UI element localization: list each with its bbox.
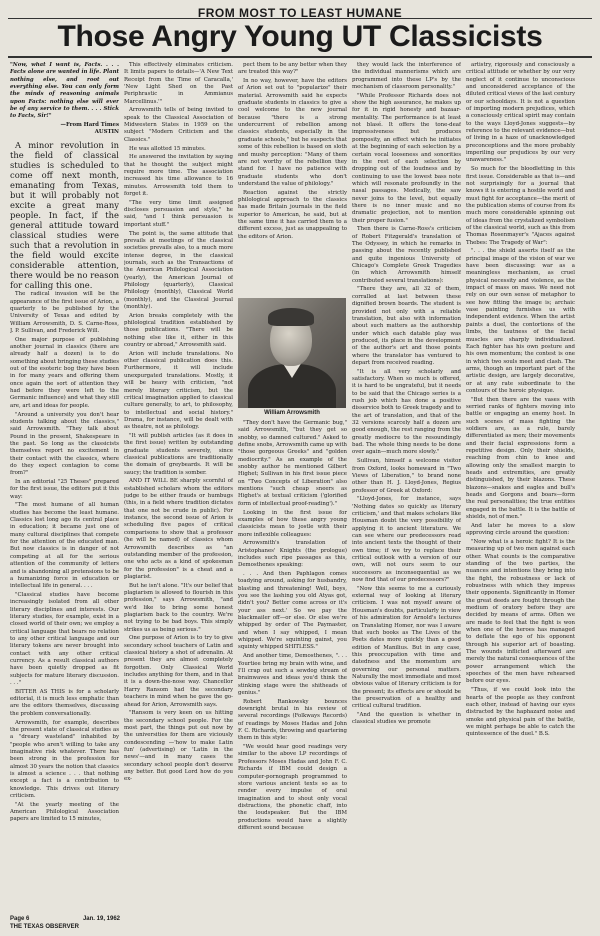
column-3 [238, 62, 347, 912]
paragraph: Arrowsmith tells of being invited to speak to the Classical Association of Midwestern States in 1959 on the subject "Modern Criticism and the Classics." [124, 107, 233, 143]
paragraph: In an editorial "25 Theses" prepared for the first issue, the editors put it this way: [10, 478, 119, 500]
issue-date: Jan. 19, 1962 [82, 916, 120, 922]
page-footer [10, 915, 120, 931]
paragraph: So much for the bloodletting in this first issue. Considerable as that is—and not surprisingly for a journal that knows it is entering a hostile world and must fight for acceptance—the merit of the publication stems of course from its much more considerable spinning out of ideas from the crystalized symbolism of the classical world, such as this from Thomas Rosenmayer's "Ajaces against Thebes: The Tragedy of War": [466, 166, 575, 246]
paragraph: Looking in the first issue for examples of how these angry young classicists mean to jostle with their more inflexible colleagues: [238, 509, 347, 538]
epigraph [10, 62, 119, 137]
paragraph: And later he moves to a slow approving circle around the question: [466, 522, 575, 537]
paragraph: artistry, rigorously and consciously a critical attitude or whether by our very neglect of it continue to unconscious and unconsidered acceptance of the diluted critical views of the last century or our schooldays. It is not a question of importing modern prejudices, which a consciously critical spirit may contain to the ways Lloyd-Jones suggests—by reference to the relevant evidence—but of living in a haze of unacknowledged preconceptions and the more probably imperiling our prejudices by our very unawareness." [466, 62, 575, 164]
paragraph: "The very time limit assigned discloses persuasion and style," he said, "and I think persuasion is important stuff." [124, 199, 233, 228]
paragraph: "We would hear good readings very similar to the above LP recordings of Professors Moses Hadas and John F. C. Richards if IBM could design a computer-pornograph programmed to store various ancient texts so as to render every impulse of oral imagination and to shout only vocal distractions, the phonetic chaff, into the loudspeaker. But the IBM productions would have a slightly different sound because [238, 744, 347, 831]
photo-caption: William Arrowsmith [264, 410, 320, 416]
paragraph: . . . And then Paphlagon comes toadying around, asking for husbandry, blasting and threatening! Well, boys, you see the lashing you old Atyas got, didn't you? Better come across or it's your ass next.' So we pay the blackmailer off—or else. Or else we're whipped by order of The Paymaster, and when I say whipped, I mean whipped. We're squinting gainst, you squinty whipped SHITLESS." [238, 571, 347, 651]
paragraph: And another time, Demosthenes, ". . . Yourtiee bring my brain with wine, and I'll crap out such a sewdog stream of brainwaves and ideas you'd think the stinking stage were the shitheads of genius." [238, 653, 347, 696]
paragraph: "Now what is a heroic fight? It is the measuring up of two men against each other. What counts is the comparative standing of the two parties, the nuances and intentions they bring into the fight, the robustness or lack of robustness with which they impress their opponents. Significantly in Homer the great deeds are fought through the medium of oratory before they are decided by means of arms. Often we are made to feel that the fight is won when one of the heroes has managed to deflate the ego of his opponent through his superior art of boasting. The wounds inflicted afterward are merely the natural consequences of the power arrangement which the speeches of the men have rehearsed before our eyes. [466, 538, 575, 685]
paragraph: pect them to be any better when they are treated this way?" [238, 62, 347, 76]
column-5 [466, 62, 575, 912]
dateline: AUSTIN [94, 129, 119, 136]
page-number: Page 6 [10, 916, 30, 922]
kicker: FROM MOST TO LEAST HUMANE [197, 6, 403, 20]
paragraph: Arrowsmith, for example, describes the present state of classical studies as a "dreary wasteland" inhabited by "people who aren't willing to take any imaginative risk whatever. There has been strong in the profession for almost 30 years the notion that classics is almost a science . . . that nothing except a fact is a contribution to knowledge. This drives out literary criticism. [10, 719, 119, 799]
paragraph: Arion breaks completely with the philological tradition established by those publications. "There will be nothing else like it, either in this country or abroad," Arrowsmith said. [124, 312, 233, 349]
paragraph: Robert Rankowsky bounces downright brutal in his review of several recordings (Folkways Records) of readings by Moses Hadas and John F. C. Richards, throwing and quartering them in this style: [238, 698, 347, 742]
publication-name: THE TEXAS OBSERVER [10, 924, 79, 930]
column-2-body [124, 62, 233, 784]
paragraph: Arion will include translations. No other classical publication does this. Furthermore, it will include unexpurgated translations. Mostly, it will be heavy with criticism, "not merely literary criticism, but the critical imagination applied to classical culture generally, to art, to philosophy, to intellectual and social history." Drama, for instance, will be dealt with as theatre, not as philology. [124, 350, 233, 431]
paragraph: "Classical studies have become increasingly isolated from all other literary disciplines and interests. Our literary studies, for example, exist in a closed world of their own; we employ a critical language that bears no relation to any other critical language and our literary tokens are never brought into contact with any other critical currency. As a result classical authors have been quietly dropped as fit subjects for mature literary discussion. . . ." [10, 591, 119, 687]
paragraph: Arrowsmith's translation of Aristophanes' Knights (the prologue) includes such ripe passages as this, Demosthenes speaking: [238, 540, 347, 569]
paragraph: "But then there are the vases with serried ranks of fighters moving into battle or engaging an enemy host. In such scenes of mass fighting the soldiers are, as a rule, barely differentiated as men; their movements and their facial expressions form a repetitive design. Only their shields, reaching from chin to knee and allowing only the smallest margin to heads and extremities, are greatly distinguished, by their blazons. These blazons—snakes and eagles and bull's heads and Gorgons and boars—form the real personalities; the true entities engaged in the battle. It is the battle of shields, not of men." [466, 396, 575, 521]
paragraph: One purpose of Arion is to try to give secondary school teachers of Latin and classical history a shot of adrenalin. At present they are almost completely forgotten. Only Classical World includes anything for them, and in that it is a down-the-nose way. Chancellor Harry Ransom had the secondary teachers in mind when he gave the go-ahead for Arion, Arrowsmith says. [124, 635, 233, 708]
column-4 [352, 62, 461, 912]
paragraph: "Around a university you don't hear students talking about the classics," said Arrowsmith. "They talk about Pound in the present, Shakespeare in the past. So long as the classicists themselves report no excitement in their contact with the classics, where do they expect contagion to come from?" [10, 411, 119, 477]
paragraph: AND IT WILL BE sharply scornful of established scholars whom the editors judge to be either frauds or humbugs (this, in a field where tradition dictates that one not be crude in public). For instance, the second issue of Arion is scheduling five pages of critical comparisons to show that a professor (he will be named) of classics whom Arrowsmith describes as "an outstanding member of the profession, one who acts as a kind of spokesman for the profession" is a cheat and a plagiarist. [124, 478, 233, 580]
paragraph: He was allotted 15 minutes. [129, 145, 206, 152]
paragraph: The radical invasion will be the appearance of the first issue of Arion, a quarterly to be published by the University of Texas and edited by William Arrowsmith, D. S. Carne-Ross, J. P. Sullivan, and Frederick Will. [10, 291, 119, 334]
epigraph-text: "Now, what I want is, Facts. . . . Facts alone are wanted in life. Plant nothing else, and root out everything else. You can only form the minds of reasoning animals upon Facts: nothing else will ever be of any service to them. . . . Stick to Facts, Sir!" [10, 62, 119, 120]
portrait-hair [268, 308, 314, 326]
paragraph: "There they are, all 32 of them, corralled at last between these dignified brown boards. The student is provided not only with a reliable translation, but also with information about such matters as the authorship under which each datable play was produced, its place in the development of the author's art and those points where the translator has ventured to depart from received reading. [352, 286, 461, 366]
column-3-top-body [238, 62, 347, 296]
paragraph: One major purpose of publishing another journal in classics (there are already half a dozen) is to do something about bringing these studies out of the esoteric bog they have been in for many years and offering them once again the sort of attention they had before they were left to the Germanic influence) and what they still are, art and ideas for people. [10, 336, 119, 409]
paragraph: Sullivan, himself a welcome visitor from Oxford, looks homeward in "Two Views of Liberation," to brand none other than H. J. Lloyd-Jones, Regius professor of Greek at Oxford: [352, 458, 461, 494]
column-3-bottom-body [238, 420, 347, 832]
headline-rule [8, 56, 592, 58]
paragraph: BITTER AS THIS is for a scholarly editorial, it is much less emphatic than are the editors themselves, discussing the problem conversationally. [10, 688, 119, 717]
paragraph: In no way, however, have the editors of Arion set out to "popularize" their material. Arrowsmith said he expects graduate students in classics to give a cool welcome to the new journal because "there is a strong undercurrent of rebellion among classics students, especially in the graduate schools," but he suspects that some of this rebellion is based on sloth and mushy perception: "Many of them are not worthy of the rebellion they stand for. I have no patience with graduate students who don't understand the value of philology." [238, 78, 347, 187]
paragraph: "While Professor Richards does not show the high assurance, he makes up for it in rigid honesty and bazaar-mentality. The performance is at least not blasé. It offers the tone-deaf impressiveness but produces pomposity, an effect which he initiates at the beginning of each selection by a certain vocal looseness and sonorities in the rest of each selection by dropping out of the loudness and by continuing to use the lowest bass note which will resonate profoundly in the nasal passages. Medically, the saw never joins to the level, but equally there is no inner music and no dramatic projection, not to mention their proper fusion." [352, 92, 461, 224]
paragraph: But he isn't alone. "It's our belief that plagiarism is allowed to flourish in this profession," says Arrowsmith, "and we'd like to bring some honest plagiarism back to the country. We're not trying to be bad boys. This simply strikes us as being serious." [124, 582, 233, 633]
paragraph: they would lack the interference of the individual mannerisms which are programmed into these LP's by the mechanism of classroom personality." [352, 62, 461, 91]
column-4-body [352, 62, 461, 727]
paragraph: Reaction against the strictly philological approach to the classics has made Britain journals in the field superior to American, he said, but at the same time it has carried them to a different excess, just as unappealing to the editors of Arion. [238, 189, 347, 240]
paragraph: "Now this seems to me a curiously external way of looking at literary criticism. I was not myself aware of Housman's doubts, particularly in view of his admiration for Arnold's lectures on Translating Homer, nor was I aware that such books as The Lives of the Poets dates more quickly than a good edition of Manilius. But in any case, this preoccupation with time and datedness and the momentum are governing our personal matters. Naturally the most immediate and most obvious value of literary criticism is for the present; its effects are or should be the preservation of a healthy and critical cultural tradition. [352, 585, 461, 710]
paragraph: "The most humane of all human studies has become the least humane. Classics lost long ago its central place in education; it became just one of many cultural disciplines that compete for the attention of the educated man. But now classics is in danger of not competing at all for the serious attention of the community of letters and is abandoning all pretensions to be a humanizing force in education or intellectual life in general. . . . [10, 502, 119, 590]
headline: Those Angry Young UT Classicists [57, 20, 543, 53]
paragraph: This effectively eliminates criticism. It limits papers to details—'A New Text Receipt from the Time of Caracalla,' 'New Light Shed on the Past Periphrastic in Ammianus Marcellinus.'" [124, 62, 233, 105]
paragraph: "At the yearly meeting of the American Philological Association papers are limited to 15 minutes, [10, 801, 119, 823]
paragraph: "It is all very scholarly and satisfactory. When so much is offered, it is hard to be ungrateful, but it needs to be said that the Chicago series is a rush job which has done a positive disservice both to Greek tragedy and to the art of translation, and that of the 32 versions scarcely half a dozen are good enough, the rest ranging from the greatly mediocre to the resoundingly bad. The whole thing needs to be done over again—much more slowly." [352, 368, 461, 456]
column-1-body [10, 291, 119, 824]
paragraph: ". . . the shield asserts itself as the principal image of the vision of war we have been discussing: war as a meaningless mechanism, as cruel physical necessity and violence, as the impact of mass on mass. We need not rely on our own sense of metaphor to see how fitting the image is; archaic vase painting furnishes us with independent evidence. When the artist paints a duel, the contortions of the limbs, the tautness of the facial muscles are sharply individualized. Each fighter has his own posture and his own momentum; the contest is one in which two souls meet and clash. The arms, though an important part of the artistic design, are largely decorative, or at any rate subordinate to the contours of the heroic physique. [466, 248, 575, 394]
paragraph: Then there is Carne-Ross's criticism of Robert Fitzgerald's translation of The Odyssey, in which he remarks in passing about the recently published and quite ingenious University of Chicago's Complete Greek Tragedies (in which Arrowsmith himself contributed several translations): [352, 226, 461, 284]
paragraph: He answered the invitation by saying that he thought the subject might require more time. The association increased his time allowance to 16 minutes. Arrowsmith told them to forget it. [124, 154, 233, 198]
paragraph: The point is, the same attitude that prevails at meetings of the classical societies prevails also, to a much more intense degree, in the classical journals, such as the Transactions of the American Philological Association (yearly), the American Journal of Philology (quarterly), Classical Philology (monthly), Classical World (monthly), and the Classical Journal (monthly). [124, 230, 233, 310]
column-2 [124, 62, 233, 912]
lede-paragraph: A minor revolution in the field of classical studies is scheduled to come off next month, emanating from Texas, but it will probably not excite a great many people. In fact, if the general attitude toward classical studies were such that a revolution in the field would excite considerable attention, there would be no reason for calling this one. [10, 139, 119, 290]
portrait-photo [238, 298, 346, 408]
top-rule [8, 18, 592, 19]
paragraph: "Ransom is very keen on us hitting the secondary school people. For the most part, the things put out now by the universities for them are viciously condescending —'how to make Latin fun' (advertising) or 'Latin in the news'—and in many cases the secondary school people don't deserve any better. But good Lord how do you ex- [124, 710, 233, 783]
column-1 [10, 62, 119, 912]
paragraph: "They don't have the Germanic bug," said Arrowsmith, "but they get so snobby, so damned cultured." Asked to define snobs, Arrowsmith came up with "those gorgeous Greeks" and "golden mediocrity." As an example of the snobby author he mentioned Gilbert Highet; Sullivan in his first issue piece on "Two Concepts of Liberation" also mentions "such cheap sneers as Highet's at textual criticism ('glorified form of intellectual proof-reading')." [238, 420, 347, 507]
paragraph: "And the question is whether in classical studies we promote [352, 712, 461, 726]
paragraph: "Lloyd-Jones, for instance, says 'Nothing dates so quickly as literary criticism,' and that makes scholars like Housman doubt the very possibility of applying it to ancient literature. We can see where our predecessors read into ancient texts the thought of their own time; if we try to replace their critical outlook with a version of our own, will not ours seem to our successors as inconsequential as we now find that of our predecessors?" [352, 496, 461, 584]
paragraph: "It will publish articles (as it does in the first issue) written by outstanding graduate students severely, since classical publications are traditionally the domain of greybeards. It will be saucy; the tradition is somber. [124, 432, 233, 476]
epigraph-source: —From Hard Times [60, 122, 119, 129]
paragraph: "Thus, if we could look into the hearts of the people as they confront each other, instead of having our eyes distracted by the haphazard noise and smoke and physical pain of the battle, we might perhaps be able to catch the quintessence of the duel." B.S. [466, 687, 575, 738]
column-5-body [466, 62, 575, 739]
